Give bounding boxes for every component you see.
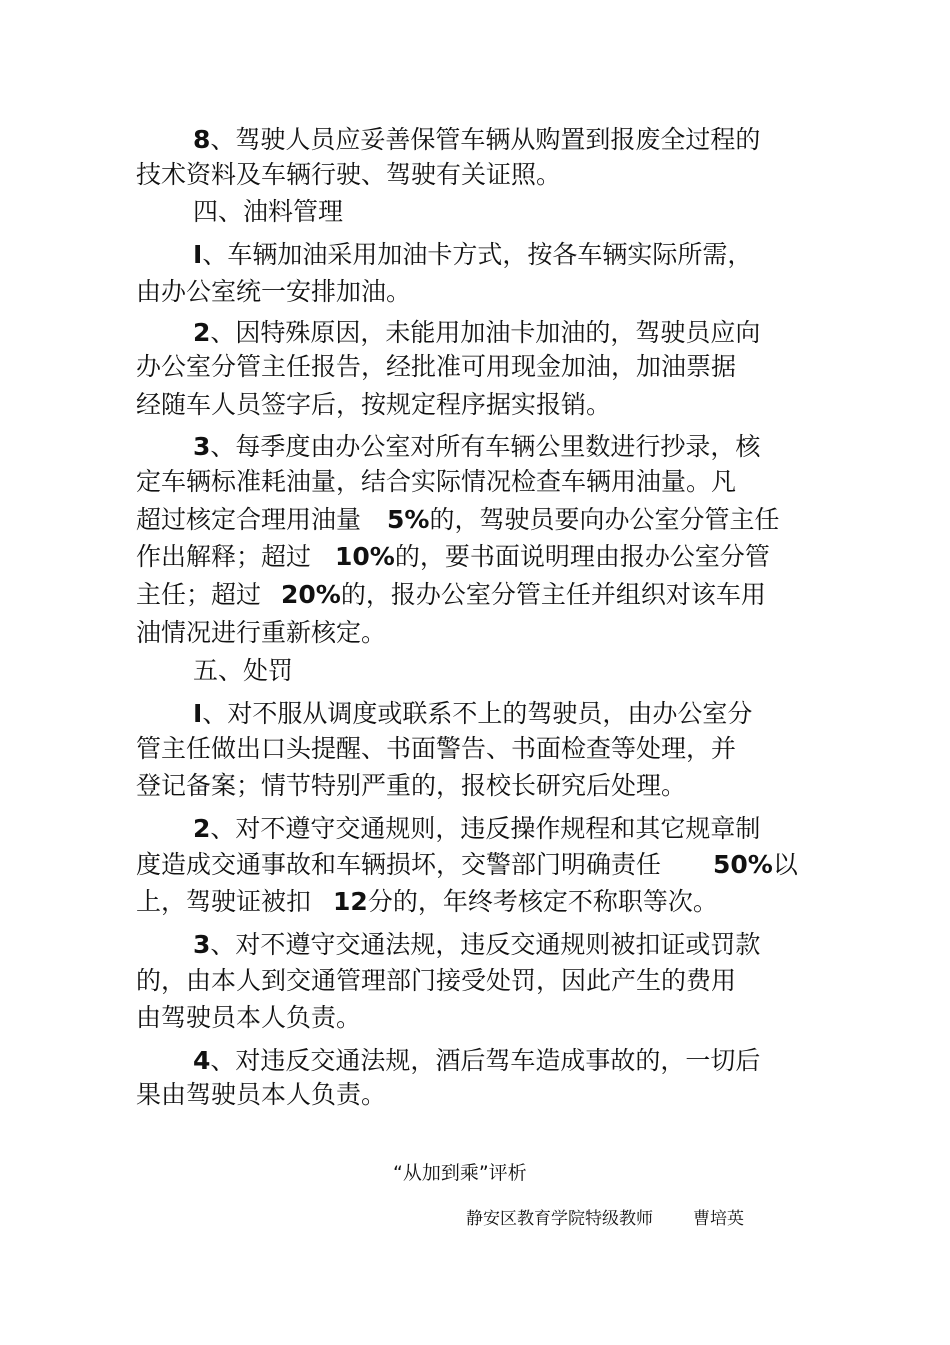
paragraph-line: 管主任做出口头提醒、书面警告、书面检查等处理，并: [136, 734, 737, 763]
item-number: I: [193, 240, 203, 269]
paragraph-line: 2、对不遵守交通规则，违反操作规程和其它规章制: [193, 814, 761, 843]
author-line: [466, 1207, 744, 1231]
paragraph-line: 作出解释；超过 10%的，要书面说明理由报办公室分管: [136, 542, 770, 571]
author-org: 静安区教育学院特级教师: [466, 1209, 653, 1229]
item-number: 8: [193, 125, 211, 154]
percent-value: 5%: [387, 505, 430, 534]
percent-value: 50%: [713, 850, 773, 879]
item-number: 4: [193, 1046, 211, 1075]
item-number: 3: [193, 432, 211, 461]
author-name: 曹培英: [693, 1209, 744, 1229]
paragraph-line: 技术资料及车辆行驶、驾驶有关证照。: [136, 160, 562, 189]
paragraph-line: 由办公室统一安排加油。: [136, 277, 412, 306]
paragraph-line: 的，由本人到交通管理部门接受处罚，因此产生的费用: [136, 966, 737, 995]
item-number: 2: [193, 318, 211, 347]
paragraph-line: 办公室分管主任报告，经批准可用现金加油，加油票据: [136, 352, 737, 381]
paragraph-line: 3、对不遵守交通法规，违反交通规则被扣证或罚款: [193, 930, 761, 959]
paragraph-line: 8、驾驶人员应妥善保管车辆从购置到报废全过程的: [193, 125, 761, 154]
paragraph-line: 经随车人员签字后，按规定程序据实报销。: [136, 390, 612, 419]
paragraph-line: 主任；超过 20%的，报办公室分管主任并组织对该车用: [136, 580, 766, 609]
paragraph-line: I、对不服从调度或联系不上的驾驶员，由办公室分: [193, 699, 753, 728]
item-number: I: [193, 699, 203, 728]
paragraph-line: 定车辆标准耗油量，结合实际情况检查车辆用油量。凡: [136, 467, 737, 496]
paragraph-line: 上，驾驶证被扣 12分的，年终考核定不称职等次。: [136, 887, 718, 916]
section-heading: 五、处罚: [193, 656, 294, 685]
paragraph-line: 度造成交通事故和车辆损坏，交警部门明确责任 50%以: [136, 850, 798, 879]
paragraph-line: 登记备案；情节特别严重的，报校长研究后处理。: [136, 771, 687, 800]
article-title: “从加到乘”评析: [393, 1162, 527, 1184]
paragraph-line: 3、每季度由办公室对所有车辆公里数进行抄录，核: [193, 432, 761, 461]
paragraph-line: 4、对违反交通法规，酒后驾车造成事故的，一切后: [193, 1046, 761, 1075]
paragraph-line: 2、因特殊原因，未能用加油卡加油的，驾驶员应向: [193, 318, 761, 347]
paragraph-line: 油情况进行重新核定。: [136, 618, 387, 647]
section-heading: 四、油料管理: [193, 197, 344, 226]
paragraph-line: 由驾驶员本人负责。: [136, 1003, 362, 1032]
points-value: 12: [333, 887, 368, 916]
item-number: 3: [193, 930, 211, 959]
paragraph-line: 超过核定合理用油量 5%的，驾驶员要向办公室分管主任: [136, 505, 780, 534]
paragraph-line: I、车辆加油采用加油卡方式，按各车辆实际所需，: [193, 240, 753, 269]
paragraph-line: 果由驾驶员本人负责。: [136, 1080, 387, 1109]
percent-value: 20%: [281, 580, 341, 609]
item-number: 2: [193, 814, 211, 843]
percent-value: 10%: [335, 542, 395, 571]
